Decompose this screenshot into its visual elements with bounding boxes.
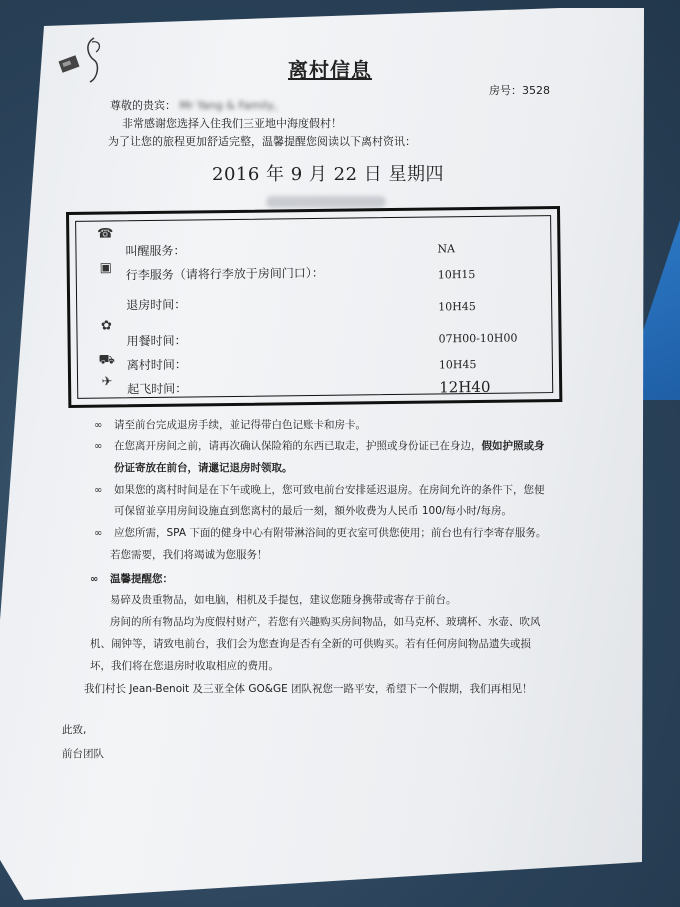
luggage-value: 10H15: [437, 268, 476, 282]
wakeup-label: 叫醒服务：: [125, 243, 186, 259]
departure-value: 10H45: [438, 357, 477, 372]
greeting-line: [110, 97, 285, 113]
reminder-heading: ∞ 温馨提醒您：: [90, 573, 173, 585]
greeting-prefix: 尊敬的贵宾：: [110, 99, 176, 112]
takeoff-value: 12H40: [439, 377, 491, 397]
reminder-line-1: 易碎及贵重物品，如电脑，相机及手提包，建议您随身携带或寄存于前台。: [110, 594, 457, 606]
bullet-2-continuation: 份证寄放在前台，请邋记退房时领取。: [114, 462, 293, 474]
room-number: 房号：3528: [489, 84, 550, 97]
dining-label: 用餐时间：: [126, 333, 187, 349]
reminder-line-4: 坏，我们将在您退房时收取相应的费用。: [90, 660, 279, 672]
reminder-line-3: 机、闹钟等，请致电前台，我们会为您查询是否有全新的可供购买。若有任何房间物品遗失或损: [90, 638, 531, 650]
bullet-1: ∞ 请至前台完成退房手续，並记得带白色记账卡和房卡。: [94, 419, 366, 431]
bullet-4: ∞ 应您所需，SPA 下面的健身中心有附带淋浴间的更衣室可供您使用；前台也有行李寄存服务。: [94, 527, 547, 539]
bullet-3-continuation: 可保留並享用房间设施直到您离村的最后一刻，額外收费为人民币 100/每小时/每房。: [114, 505, 512, 517]
checkout-label: 退房时间：: [126, 297, 187, 313]
wakeup-value: NA: [437, 242, 456, 256]
bullet-icon: ∞: [94, 441, 103, 452]
guest-name-obscured: Mr Yang & Family，: [179, 99, 285, 112]
bullet-2: ∞ 在您离开房间之前，请再次确认保险箱的东西已取走，护照或身份证已在身边，假如护照或身: [94, 440, 545, 452]
bullet-icon: ∞: [94, 528, 103, 539]
reminder-line-2: 房间的所有物品均为度假村财产，若您有兴趣购买房间物品，如马克杯、玻璃杯、水壶、吹风: [110, 616, 541, 628]
bullet-3: ∞ 如果您的离村时间是在下午或晚上，您可致电前台安排延迟退房。在房间允许的条件下，您便: [94, 484, 545, 496]
intro-line-1: 非常感谢您选择入住我们三亚地中海度假村！: [122, 117, 342, 130]
bullet-4-continuation: 若您需要，我们将竭诚为您服务！: [110, 549, 268, 561]
car-icon: ⛟: [98, 352, 116, 368]
farewell-line: 我们村长 Jean-Benoit 及三亚全体 GO&GE 团队祝您一路平安，希望下一个假期，我们再相见！: [84, 683, 533, 695]
departure-label: 离村时间：: [126, 357, 187, 373]
intro-line-2: 为了让您的旅程更加舒适完整，温馨提醒您阅读以下离村资讯：: [108, 135, 416, 148]
closing-line-1: 此致,: [62, 724, 87, 736]
bullet-icon: ∞: [94, 485, 103, 496]
dining-value: 07H00-10H00: [438, 331, 518, 346]
plane-icon: ✈: [101, 374, 113, 390]
departure-info-box: [66, 206, 562, 408]
bullet-icon: ∞: [94, 420, 103, 431]
page-title: 离村信息: [288, 58, 372, 82]
redacted-text: [266, 196, 386, 208]
closing-signature: 前台团队: [62, 748, 104, 760]
dining-icon: ✿: [100, 318, 112, 334]
luggage-label: 行李服务（请将行李放于房间门口）：: [125, 265, 324, 283]
takeoff-label: 起飞时间：: [127, 381, 188, 397]
bullet-icon: ∞: [90, 574, 99, 585]
phone-icon: ☎: [97, 226, 114, 242]
departure-date: 2016 年 9 月 22 日 星期四: [212, 164, 444, 185]
checkout-value: 10H45: [438, 300, 476, 314]
resort-logo-icon: [54, 34, 106, 86]
luggage-icon: ▣: [99, 260, 112, 276]
